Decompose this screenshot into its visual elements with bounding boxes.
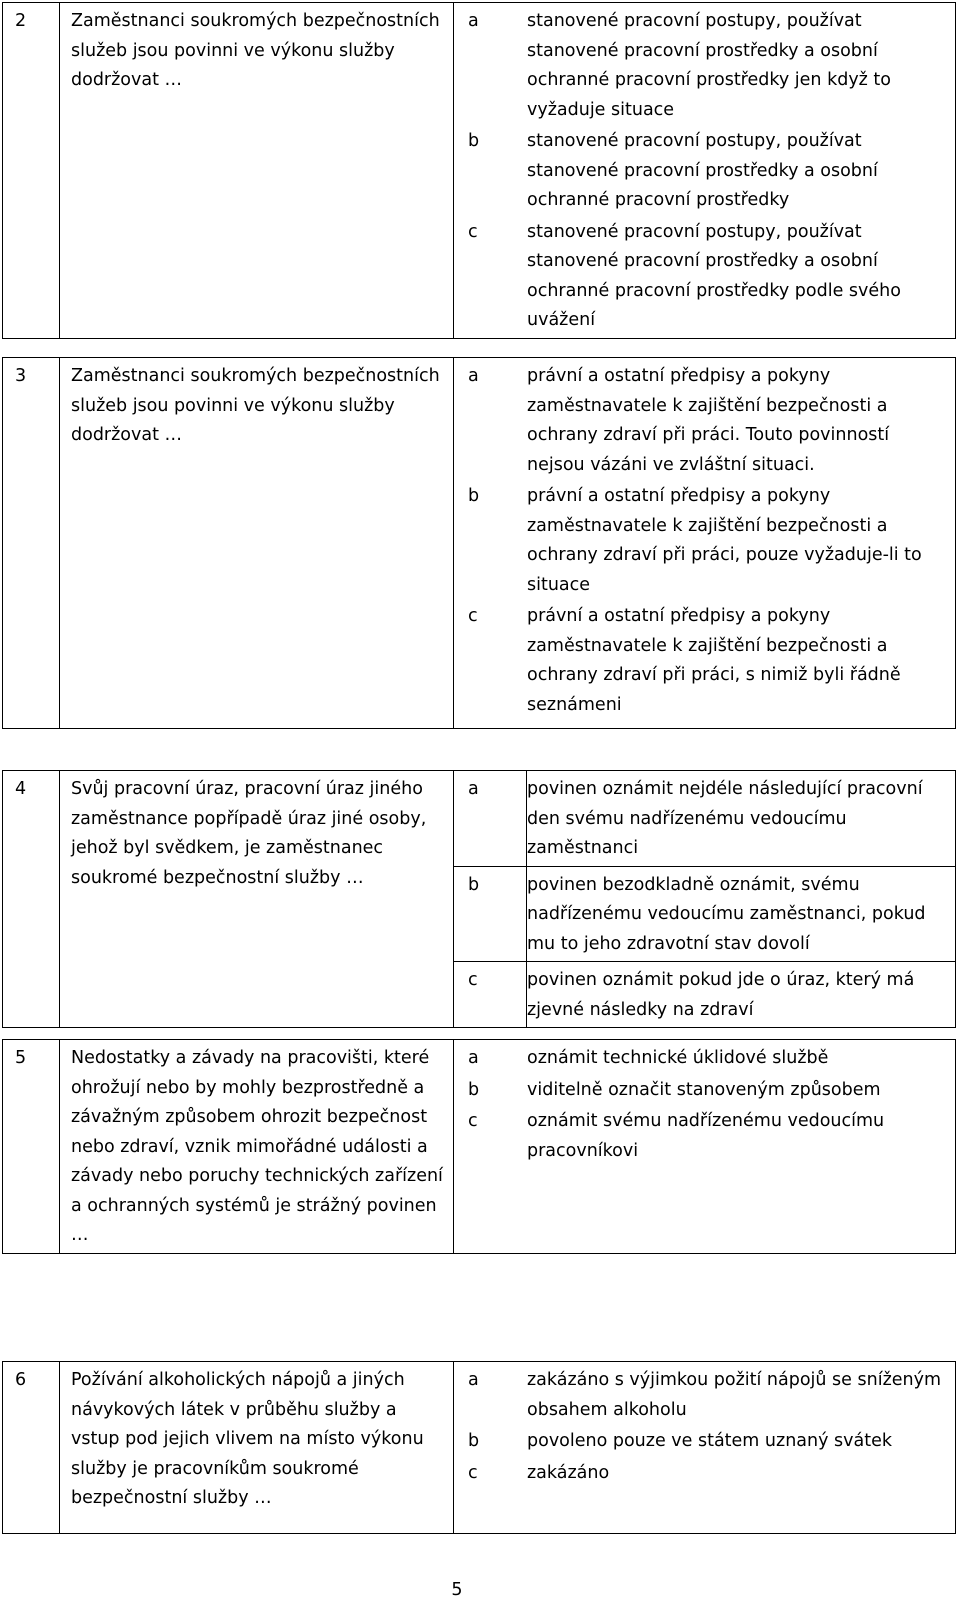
question-table-4 <box>2 770 956 1028</box>
question-text-cell <box>60 1040 454 1254</box>
question-number-cell <box>3 771 60 1028</box>
answers-cell <box>454 3 956 339</box>
question-table-2 <box>2 2 956 339</box>
answer-letter: b <box>468 874 480 895</box>
question-text-cell <box>60 358 454 729</box>
question-text-cell <box>60 771 454 1028</box>
answer-text: zakázáno <box>527 1462 610 1483</box>
table-row <box>3 3 956 339</box>
answer-letter: c <box>468 221 478 242</box>
question-text: Zaměstnanci soukromých bezpečnostních služeb jsou povinni ve výkonu služby dodržovat … <box>71 11 440 90</box>
question-number: 3 <box>15 366 27 386</box>
answers-cell <box>454 358 956 729</box>
answer-letter: a <box>468 1048 479 1068</box>
question-table-6 <box>2 1361 956 1534</box>
question-number: 4 <box>15 779 27 799</box>
question-table-3 <box>2 357 956 729</box>
answer-text: stanovené pracovní postupy, používat stanovené pracovní prostředky a osobní ochranné pracovní prostředky podle svého uvážení <box>527 221 901 330</box>
answer-text: oznámit svému nadřízenému vedoucímu pracovníkovi <box>527 1111 885 1161</box>
question-number-cell <box>3 3 60 339</box>
answer-letter: c <box>468 1111 478 1131</box>
table-row <box>3 1040 956 1254</box>
question-number: 2 <box>15 11 27 31</box>
question-number: 6 <box>15 1370 27 1390</box>
answer-letter: a <box>468 1370 479 1390</box>
question-number-cell <box>3 1362 60 1534</box>
answer-letter: c <box>468 1462 478 1483</box>
answer-letter: b <box>468 486 480 506</box>
answer-letter: c <box>468 606 478 626</box>
answer-letter-cell <box>454 771 527 867</box>
answer-letter: b <box>468 1079 480 1100</box>
answer-letter: a <box>468 366 479 386</box>
page-number: 5 <box>451 1580 463 1600</box>
question-text: Požívání alkoholických nápojů a jiných návykových látek v průběhu služby a vstup pod jejich vlivem na místo výkonu služby je pracovníkům soukromé bezpečnostní služby … <box>71 1370 424 1508</box>
answer-letter-cell <box>454 866 527 962</box>
table-row <box>3 358 956 729</box>
question-number: 5 <box>15 1048 27 1068</box>
answer-text: povinen bezodkladně oznámit, svému nadřízenému vedoucímu zaměstnanci, pokud mu to jeho zdravotní stav dovolí <box>527 874 926 954</box>
answer-text: povoleno pouze ve státem uznaný svátek <box>527 1431 892 1451</box>
question-text-cell <box>60 1362 454 1534</box>
table-row <box>3 1362 956 1534</box>
answer-letter: b <box>468 131 480 151</box>
answer-text: povinen oznámit pokud jde o úraz, který má zjevné následky na zdraví <box>527 970 915 1020</box>
answer-letter-cell <box>454 962 527 1028</box>
answer-text-cell <box>527 866 956 962</box>
answer-text-cell <box>527 771 956 867</box>
answer-text: oznámit technické úklidové službě <box>527 1048 829 1068</box>
table-row <box>3 771 956 867</box>
answer-text: právní a ostatní předpisy a pokyny zaměstnavatele k zajištění bezpečnosti a ochrany zdraví při práci, pouze vyžaduje-li to situace <box>527 486 922 595</box>
question-text-cell <box>60 3 454 339</box>
answers-cell <box>454 1040 956 1254</box>
question-table-5 <box>2 1039 956 1254</box>
answer-text: stanovené pracovní postupy, používat stanovené pracovní prostředky a osobní ochranné pracovní prostředky <box>527 131 878 210</box>
question-text: Svůj pracovní úraz, pracovní úraz jiného zaměstnance popřípadě úraz jiné osoby, jehož byl svědkem, je zaměstnanec soukromé bezpečnostní služby … <box>71 779 427 888</box>
answer-text: právní a ostatní předpisy a pokyny zaměstnavatele k zajištění bezpečnosti a ochrany zdraví při práci. Touto povinností nejsou vázáni ve zvláštní situaci. <box>527 366 890 475</box>
answer-letter: c <box>468 970 478 990</box>
answer-letter: a <box>468 779 479 799</box>
answer-text: právní a ostatní předpisy a pokyny zaměstnavatele k zajištění bezpečnosti a ochrany zdraví při práci, s nimiž byli řádně seznámeni <box>527 606 901 715</box>
answer-text: stanovené pracovní postupy, používat stanovené pracovní prostředky a osobní ochranné pracovní prostředky jen když to vyžaduje situace <box>527 11 891 120</box>
answer-letter: b <box>468 1431 480 1451</box>
answer-text: zakázáno s výjimkou požití nápojů se sníženým obsahem alkoholu <box>527 1370 942 1420</box>
answer-text: povinen oznámit nejdéle následující pracovní den svému nadřízenému vedoucímu zaměstnanci <box>527 779 923 858</box>
answer-letter: a <box>468 11 479 31</box>
question-number-cell <box>3 1040 60 1254</box>
answers-cell <box>454 1362 956 1534</box>
question-number-cell <box>3 358 60 729</box>
question-text: Zaměstnanci soukromých bezpečnostních služeb jsou povinni ve výkonu služby dodržovat … <box>71 366 440 445</box>
answer-text: viditelně označit stanoveným způsobem <box>527 1079 881 1100</box>
answer-text-cell <box>527 962 956 1028</box>
question-text: Nedostatky a závady na pracovišti, které ohrožují nebo by mohly bezprostředně a závažným způsobem ohrozit bezpečnost nebo zdraví, vznik mimořádné události a závady nebo poruchy technických zařízení a ochranných systémů je strážný povinen … <box>71 1048 443 1245</box>
